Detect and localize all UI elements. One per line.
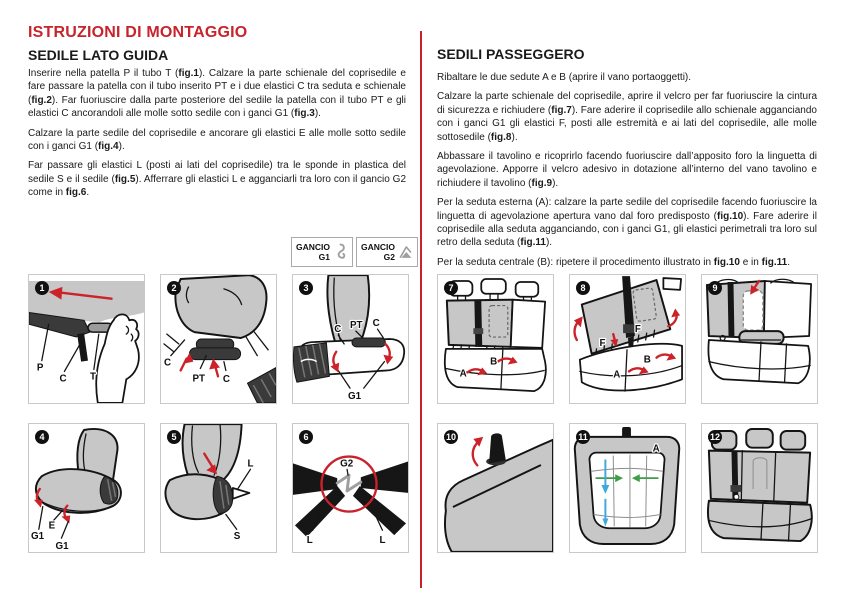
fig4-label-e: E: [48, 520, 56, 532]
figure-number-badge: 11: [576, 430, 590, 444]
fig3-label-pt: PT: [350, 320, 363, 332]
fig2-illustration: [161, 275, 276, 403]
figure-panel-8: [569, 274, 686, 404]
fig4-label-g1b: G1: [55, 540, 69, 552]
passenger-seat-instructions: [437, 71, 817, 269]
fig7-label-b: B: [490, 356, 498, 368]
fig8-label-f1: F: [599, 337, 606, 349]
paragraph: Per la seduta esterna (A): calzare la parte sedile del coprisedile facendo fuoriuscire la linguetta di agevolazione apertura vano dal foro predisposto (fig.10). Fare aderire il coprisedile alla seduta agganciando, con i ganci G1, gli elastici perimetrali tra loro sul retro della seduta (fig.11).: [437, 197, 818, 249]
fig3-label-c2: C: [372, 318, 380, 330]
figure-panel-11: [569, 423, 686, 553]
fig6-label-g2: G2: [340, 458, 354, 470]
passenger-seats-section: [437, 46, 817, 275]
hook-legend-g2: [356, 237, 418, 267]
fig7-illustration: [438, 275, 553, 403]
fig5-label-l: L: [247, 458, 254, 470]
fig5-illustration: [161, 424, 276, 552]
hook-legend-g1-text: [296, 242, 330, 262]
figure-panel-12: [701, 423, 818, 553]
hook-code: G1: [318, 252, 330, 262]
paragraph: Calzare la parte sedile del coprisedile e ancorare gli elastici E alle molle sotto sedile con i ganci G1 (fig.4).: [28, 127, 406, 153]
fig8-label-b: B: [643, 354, 651, 366]
fig8-illustration: [570, 275, 685, 403]
fig6-illustration: [293, 424, 408, 552]
figure-panel-2: [160, 274, 277, 404]
hook-label: GANCIO: [296, 242, 330, 252]
fig2-label-c2: C: [222, 374, 231, 386]
figure-number-badge: 10: [446, 432, 457, 442]
paragraph: Abbassare il tavolino e ricoprirlo facendo fuoriuscire dall’apposito foro la linguetta di agevolazione. Apporre il velcro adesivo in dotazione all’interno del vano tavolino e richiudere il tavolino (fig.9).: [437, 151, 817, 189]
fig2-label-pt: PT: [192, 373, 205, 385]
figure-number-badge: 6: [299, 430, 313, 444]
figure-number-badge: 5: [167, 430, 181, 444]
fig1-label-p: P: [36, 362, 44, 374]
fig4-illustration: [29, 424, 144, 552]
page-title: ISTRUZIONI DI MONTAGGIO: [28, 24, 248, 41]
fig6-label-l2: L: [379, 535, 386, 547]
figure-panel-6: [292, 423, 409, 553]
g2-clip-hook-icon: [398, 242, 413, 262]
figure-number-badge: 4: [35, 430, 49, 444]
column-divider: [420, 31, 422, 588]
fig3-label-c1: C: [334, 324, 342, 336]
g1-s-hook-icon: [333, 242, 348, 262]
paragraph: Ribaltare le due sedute A e B (aprire il vano portaoggetti).: [437, 72, 692, 83]
figure-number-badge: 2: [167, 281, 181, 295]
figure-panel-1: [28, 274, 145, 404]
fig7-label-a: A: [459, 368, 467, 380]
hook-legend-g1: [291, 237, 353, 267]
figure-panel-10: [437, 423, 554, 553]
hook-legend-g2-text: [361, 242, 395, 262]
fig5-label-s: S: [233, 531, 241, 543]
fig4-label-g1a: G1: [30, 531, 45, 543]
section-title-driver-seat: SEDILE LATO GUIDA: [28, 47, 169, 63]
driver-seat-instructions: [28, 67, 406, 206]
fig12-illustration: [702, 424, 817, 552]
figure-number-badge: 9: [708, 281, 722, 295]
fig11-label-a: A: [652, 443, 660, 455]
hook-code: G2: [383, 252, 395, 262]
fig1-illustration: [29, 275, 144, 403]
fig8-label-f2: F: [634, 324, 641, 336]
figure-panel-9: [701, 274, 818, 404]
fig10-illustration: [438, 424, 553, 552]
paragraph: Per la seduta centrale (B): ripetere il procedimento illustrato in fig.10 e in fig.11.: [437, 256, 790, 268]
figure-panel-7: [437, 274, 554, 404]
fig1-label-t: T: [89, 371, 96, 383]
paragraph: Inserire nella patella P il tubo T (fig.1). Calzare la parte schienale del coprisedile e fare passare la patella con il tubo inserito PT e i due elastici C tra seduta e schienale (fig.2). Far fuoriuscire dalla parte posteriore del sedile la patella con il tubo PT e gli elastici C ancorandoli alle molle sotto sedile con i ganci G1 (fig.3).: [28, 68, 406, 120]
fig6-label-l1: L: [306, 535, 313, 547]
paragraph: Far passare gli elastici L (posti ai lati del coprisedile) tra le sponde in plastica del sedile S e il sedile (fig.5). Afferrare gli elastici L e agganciarli tra loro con il gancio G2 come in fig.6.: [28, 160, 407, 199]
figure-number-badge: 8: [576, 281, 590, 295]
fig3-label-g1: G1: [348, 390, 362, 402]
hook-label: GANCIO: [361, 242, 395, 252]
fig3-illustration: [293, 275, 408, 403]
figure-panel-3: [292, 274, 409, 404]
figure-panel-4: [28, 423, 145, 553]
figure-number-badge: 1: [35, 281, 49, 295]
fig8-label-a: A: [613, 369, 621, 381]
fig9-illustration: [702, 275, 817, 403]
figure-number-badge: 7: [444, 281, 458, 295]
figure-number-badge: 3: [299, 281, 313, 295]
figure-number-badge: 12: [710, 432, 721, 442]
section-title-passenger-seats: SEDILI PASSEGGERO: [437, 46, 585, 62]
fig1-label-c: C: [59, 373, 67, 385]
fig2-label-c1: C: [163, 357, 172, 369]
figure-panel-5: [160, 423, 277, 553]
paragraph: Calzare la parte schienale del coprisedile, aprire il velcro per far fuoriuscire la cintura di sicurezza e richiudere (fig.7). Fare aderire il coprisedile allo schienale agganciando con i ganci G1 gli elastici F, posti alle estremità e ai lati del coprisedile, alle molle sottosedile (fig.8).: [437, 91, 817, 143]
fig11-illustration: [570, 424, 685, 552]
